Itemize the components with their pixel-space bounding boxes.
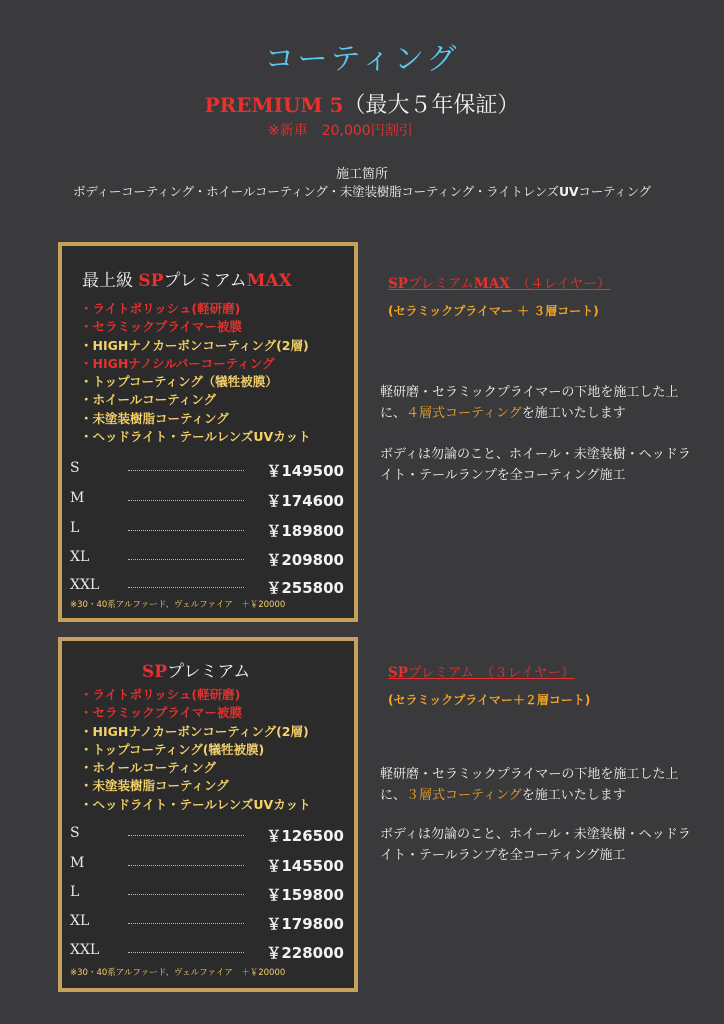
para-text: 軽研磨・セラミックプライマーの下地を施工した上に、 — [380, 767, 679, 803]
list-item: ・HIGHナノカーボンコーティング(2層) — [80, 723, 309, 739]
dot-leader — [128, 500, 244, 501]
dot-leader — [128, 559, 244, 560]
dot-leader — [128, 865, 244, 866]
description-subheading: (セラミックプライマー＋２層コート) — [388, 693, 591, 707]
heading-name: プレミアム — [407, 276, 474, 292]
dot-leader — [128, 923, 244, 924]
price-value: ￥255800 — [266, 579, 344, 597]
heading-sp: SP — [388, 276, 408, 292]
plan-title-sp: SP — [142, 662, 168, 682]
plan-standard-card — [58, 637, 358, 992]
size-label: M — [70, 855, 85, 871]
plan-max-card — [58, 242, 358, 622]
heading-sp: SP — [388, 665, 408, 681]
plan-max-paragraph-1 — [380, 382, 700, 424]
list-item: ・ライトポリッシュ(軽研磨) — [80, 301, 241, 316]
list-item: ・未塗装樹脂コーティング — [80, 410, 229, 426]
para-highlight: ３層式コーティング — [406, 788, 522, 803]
list-item: ・HIGHナノカーボンコーティング(2層) — [80, 337, 309, 353]
plan-title-name: プレミアム — [163, 271, 247, 291]
description-subheading: (セラミックプライマー ＋ ３層コート) — [388, 304, 599, 318]
list-item: ・ホイールコーティング — [80, 760, 217, 776]
price-value: ￥145500 — [266, 857, 344, 875]
price-value: ￥189800 — [266, 522, 344, 540]
heading-layers: （３レイヤー） — [473, 665, 575, 681]
site-list-tail: コーティング — [578, 184, 651, 199]
dot-leader — [128, 835, 244, 836]
dot-leader — [128, 470, 244, 471]
list-item: ・HIGHナノシルバーコーティング — [80, 355, 275, 371]
list-item: ・ヘッドライト・テールレンズUVカット — [80, 796, 311, 812]
premium-heading — [0, 88, 724, 119]
list-item: ・セラミックプライマー被膜 — [80, 319, 242, 335]
feature-list — [80, 686, 311, 814]
price-value: ￥149500 — [266, 462, 344, 480]
plan-title — [82, 266, 292, 291]
heading-max: MAX — [473, 276, 510, 292]
list-item: ・ホイールコーティング — [80, 392, 217, 408]
size-label: S — [70, 825, 80, 841]
price-row — [70, 520, 344, 542]
price-value: ￥126500 — [266, 827, 344, 845]
plan-title-max: MAX — [246, 271, 292, 291]
price-row — [70, 460, 344, 482]
price-row — [70, 884, 344, 906]
surcharge-note: ※30・40系アルファード、ヴェルファイア ＋￥20000 — [70, 600, 286, 610]
dot-leader — [128, 952, 244, 953]
site-list-text: ボディーコーティング・ホイールコーティング・未塗装樹脂コーティング・ライトレンズ — [73, 184, 559, 199]
heading-name: プレミアム — [407, 665, 474, 681]
para-text: 軽研磨・セラミックプライマーの下地を施工した上に、 — [380, 385, 679, 421]
size-label: XXL — [70, 942, 100, 958]
heading-layers: （４レイヤー） — [509, 276, 611, 292]
page-title: コーティング — [264, 42, 460, 77]
price-row — [70, 942, 344, 964]
size-label: S — [70, 460, 80, 476]
site-list-uv: UV — [558, 184, 579, 199]
plan-standard-paragraph-1 — [380, 764, 700, 806]
premium-suffix: （最大５年保証） — [343, 93, 520, 118]
plan-max-paragraph-2: ボディは勿論のこと、ホイール・未塗装樹・ヘッドライト・テールランプを全コーティング施工 — [380, 447, 691, 483]
size-label: L — [70, 884, 80, 900]
price-row — [70, 913, 344, 935]
para-text-tail: を施工いたします — [521, 406, 626, 421]
price-row — [70, 490, 344, 512]
premium-name: PREMIUM 5 — [204, 93, 344, 117]
plan-title — [142, 657, 250, 682]
price-value: ￥159800 — [266, 886, 344, 904]
size-label: XL — [70, 913, 90, 929]
price-row — [70, 825, 344, 847]
price-row — [70, 577, 344, 599]
dot-leader — [128, 587, 244, 588]
site-list — [0, 182, 724, 200]
list-item: ・ライトポリッシュ(軽研磨) — [80, 687, 241, 702]
price-value: ￥209800 — [266, 551, 344, 569]
size-label: L — [70, 520, 80, 536]
size-label: XXL — [70, 577, 100, 593]
feature-list — [80, 300, 311, 446]
price-row — [70, 855, 344, 877]
description-heading — [388, 272, 610, 292]
size-label: M — [70, 490, 85, 506]
dot-leader — [128, 894, 244, 895]
para-highlight: ４層式コーティング — [406, 406, 522, 421]
list-item: ・ヘッドライト・テールレンズUVカット — [80, 429, 311, 445]
plan-title-sp: SP — [138, 271, 164, 291]
list-item: ・未塗装樹脂コーティング — [80, 778, 229, 794]
plan-title-prefix: 最上級 — [82, 271, 139, 291]
size-label: XL — [70, 549, 90, 565]
description-heading — [388, 661, 590, 681]
list-item: ・トップコーティング（犠牲被膜） — [80, 374, 278, 390]
para-text-tail: を施工いたします — [521, 788, 626, 803]
list-item: ・セラミックプライマー被膜 — [80, 705, 242, 721]
discount-note: ※新車 20,000円割引 — [268, 123, 413, 139]
list-item: ・トップコーティング(犠牲被膜) — [80, 741, 265, 757]
plan-standard-description — [388, 661, 590, 708]
plan-max-description — [388, 272, 610, 319]
price-value: ￥228000 — [266, 944, 344, 962]
surcharge-note: ※30・40系アルファード、ヴェルファイア ＋￥20000 — [70, 968, 286, 978]
price-row — [70, 549, 344, 571]
site-label: 施工箇所 — [335, 167, 388, 182]
dot-leader — [128, 530, 244, 531]
price-value: ￥174600 — [266, 492, 344, 510]
plan-standard-paragraph-2: ボディは勿論のこと、ホイール・未塗装樹・ヘッドライト・テールランプを全コーティング施工 — [380, 827, 691, 863]
plan-title-name: プレミアム — [167, 662, 251, 682]
price-value: ￥179800 — [266, 915, 344, 933]
